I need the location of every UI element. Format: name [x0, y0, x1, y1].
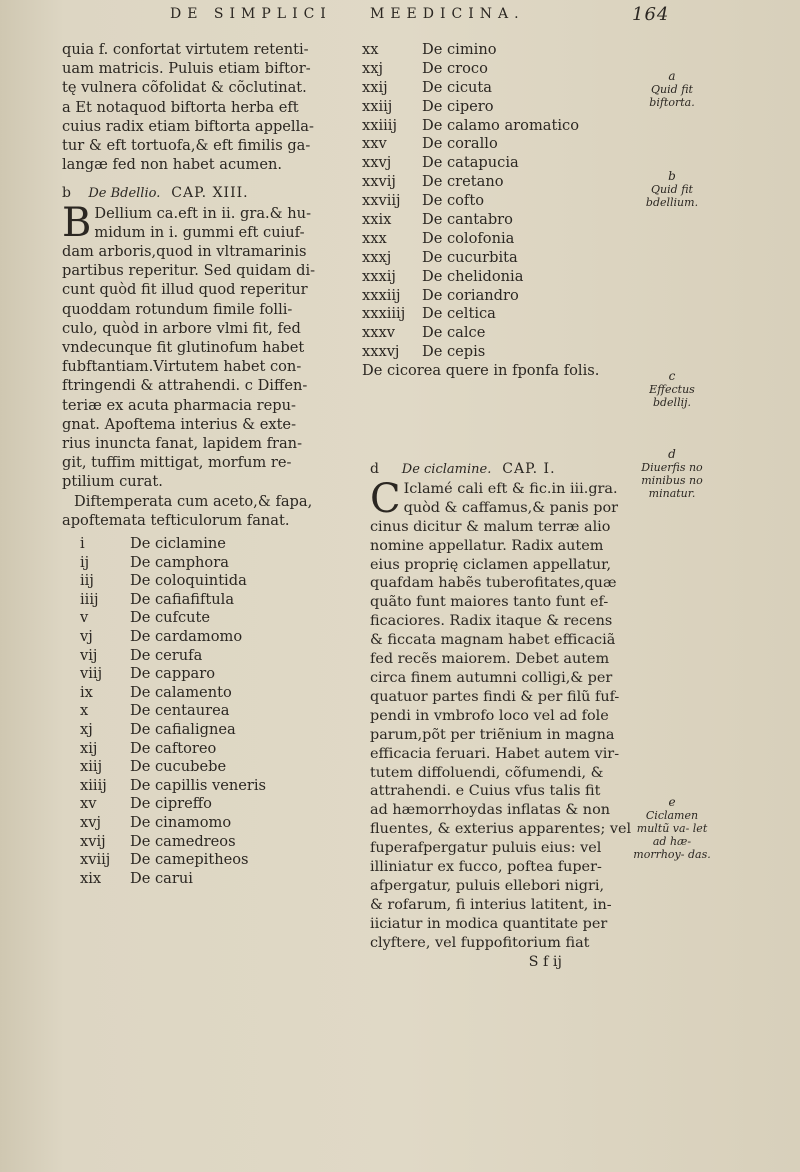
- list-title: De camepitheos: [130, 851, 249, 869]
- list-item: [62, 683, 352, 702]
- list-numeral: xxv: [362, 135, 387, 153]
- text-line: cinus dicitur & malum terræ alio: [370, 518, 611, 535]
- list-title: De carui: [130, 869, 193, 887]
- list-item: [362, 59, 622, 78]
- list-title: De cerufa: [130, 646, 203, 664]
- marginal-note: [632, 70, 712, 109]
- text-line: circa finem autumni colligi,& per: [370, 669, 613, 686]
- list-item: [62, 757, 352, 776]
- list-item: [62, 720, 352, 739]
- list-numeral: xxxv: [362, 324, 395, 342]
- marginal-note: [632, 170, 712, 209]
- margin-text: Ciclamen multũ va- let ad hæ- morrhoy- das.: [633, 809, 711, 861]
- right-column-text: [370, 460, 632, 971]
- text-line: ptilium curat.: [62, 473, 163, 491]
- margin-key: d: [668, 447, 676, 461]
- list-item: [362, 134, 622, 153]
- text-line: tę vulnera cõfolidat & cõclutinat.: [62, 79, 307, 97]
- list-numeral: xvj: [80, 813, 101, 831]
- list-title: De cinamomo: [130, 813, 232, 831]
- text-line: cunt quòd fit illud quod reperitur: [62, 281, 308, 299]
- list-title: De cretano: [422, 173, 504, 191]
- text-line: nomine appellatur. Radix autem: [370, 537, 604, 554]
- margin-key: b: [668, 169, 676, 183]
- list-title: De colofonia: [422, 229, 515, 247]
- text-line: ad hæmorrhoydas inflatas & non: [370, 802, 610, 819]
- margin-key: e: [668, 795, 676, 809]
- text-line: quoddam rotundum fimile folli-: [62, 300, 293, 318]
- list-title: De cafialignea: [130, 721, 236, 739]
- list-item: [62, 646, 352, 665]
- text-line: illiniatur ex fucco, poftea fuper-: [370, 859, 602, 876]
- list-numeral: xv: [80, 795, 97, 813]
- list-item: [62, 553, 352, 572]
- text-line: uam matricis. Puluis etiam biftor-: [62, 60, 311, 78]
- text-line: midum in i. gummi eft cuiuf-: [94, 223, 305, 241]
- list-numeral: xvij: [80, 832, 106, 850]
- list-numeral: xxxj: [362, 248, 392, 266]
- list-numeral: xxviij: [362, 192, 401, 210]
- text-line: a Et notaquod biftorta herba eft: [62, 98, 299, 116]
- list-numeral: x: [80, 702, 89, 720]
- list-item: [362, 229, 622, 248]
- text-line: pendi in vmbrofo loco vel ad fole: [370, 707, 609, 724]
- text-line: quòd & caffamus,& panis por: [403, 499, 619, 516]
- text-line: teriæ ex acuta pharmacia repu-: [62, 396, 296, 414]
- list-item: [62, 739, 352, 758]
- header-right: MEEDICINA.: [370, 6, 525, 22]
- list-item: [62, 850, 352, 869]
- list-numeral: xix: [80, 869, 102, 887]
- list-numeral: xxxiij: [362, 286, 401, 304]
- list-title: De coriandro: [422, 286, 519, 304]
- text-line: & rofarum, fi interius latitent, in-: [370, 896, 612, 913]
- list-item: [362, 172, 622, 191]
- margin-key: d: [370, 461, 380, 477]
- list-title: De camedreos: [130, 832, 236, 850]
- text-line: langæ fed non habet acumen.: [62, 156, 283, 174]
- list-title: De cucubebe: [130, 758, 227, 776]
- margin-key: b: [62, 185, 72, 202]
- running-header: [170, 6, 690, 32]
- list-item: [62, 590, 352, 609]
- text-line: fluentes, & exterius apparentes; vel: [370, 821, 632, 838]
- text-line: eius proprię ciclamen appellatur,: [370, 556, 612, 573]
- list-item: [362, 342, 622, 361]
- list-title: De cardamomo: [130, 628, 243, 646]
- list-title: De caftoreo: [130, 739, 217, 757]
- text-line: fed recẽs maiorem. Debet autem: [370, 651, 610, 668]
- paragraph-bdellium: [62, 199, 352, 530]
- list-title: De cimino: [422, 41, 497, 58]
- page-number: 164: [632, 4, 670, 25]
- list-numeral: ix: [80, 683, 93, 701]
- list-numeral: xxvj: [362, 154, 392, 172]
- text-line: Diftemperata cum aceto,& fapa,: [74, 492, 313, 510]
- list-title: De camphora: [130, 553, 229, 571]
- text-line: rius inuncta fanat, lapidem fran-: [62, 435, 302, 453]
- chapter-number: CAP. I.: [502, 461, 556, 477]
- text-line: ficaciores. Radix itaque & recens: [370, 613, 613, 630]
- list-numeral: xxx: [362, 229, 387, 247]
- list-numeral: vj: [80, 628, 93, 646]
- chapter-heading-bdellio: [62, 184, 352, 203]
- text-line: ftringendi & attrahendi. c Diffen-: [62, 377, 308, 395]
- chapter-heading-ciclamine: [370, 460, 632, 480]
- margin-text: Diuerfis no minibus no minatur.: [641, 461, 703, 500]
- list-title: De corallo: [422, 135, 498, 153]
- list-numeral: vij: [80, 646, 98, 664]
- list-item: [362, 153, 622, 172]
- text-line: tur & eft tortuofa,& eft fimilis ga-: [62, 137, 311, 155]
- chapter-list-left: [62, 534, 352, 887]
- list-title: De cufcute: [130, 609, 211, 627]
- list-item: [362, 286, 622, 305]
- text-line: afpergatur, puluis ellebori nigri,: [370, 877, 605, 894]
- margin-key: a: [668, 69, 676, 83]
- marginal-note: [632, 448, 712, 500]
- text-line: dam arboris,quod in vltramarinis: [62, 243, 307, 261]
- text-line: & ficcata magnam habet efficaciã: [370, 632, 616, 649]
- text-line: efficacia feruari. Habet autem vir-: [370, 745, 620, 762]
- list-title: De croco: [422, 59, 488, 77]
- list-title: De chelidonia: [422, 267, 524, 285]
- list-numeral: xxxij: [362, 267, 396, 285]
- margin-text: Quid fit bdellium.: [645, 183, 699, 209]
- list-numeral: xiiij: [80, 776, 107, 794]
- text-line: Iclamé cali eft & fic.in iii.gra.: [403, 480, 618, 497]
- list-numeral: xxxvj: [362, 343, 400, 361]
- list-item: [62, 534, 352, 553]
- list-title: De capparo: [130, 665, 215, 683]
- list-numeral: xiij: [80, 758, 103, 776]
- text-line: fubftantiam.Virtutem habet con-: [62, 358, 302, 376]
- text-line: git, tuffim mittigat, morfum re-: [62, 454, 292, 472]
- list-numeral: iij: [80, 572, 94, 590]
- list-item: [62, 608, 352, 627]
- margin-text: Effectus bdellij.: [649, 383, 695, 409]
- list-item: [362, 116, 622, 135]
- list-title: De cipreffo: [130, 795, 212, 813]
- margin-text: Quid fit biftorta.: [649, 83, 695, 109]
- list-numeral: xviij: [80, 851, 111, 869]
- list-title: De centaurea: [130, 702, 230, 720]
- list-numeral: xxiij: [362, 97, 393, 115]
- paragraph-bistorta: [62, 40, 352, 174]
- text-line: cuius radix etiam biftorta appella-: [62, 117, 314, 135]
- text-line: quafdam habẽs tuberofitates,quæ: [370, 575, 617, 592]
- chapter-title: De Bdellio.: [88, 186, 161, 202]
- text-line: quatuor partes findi & per filũ fuf-: [370, 688, 620, 705]
- list-title: De calamento: [130, 683, 232, 701]
- list-title: De cantabro: [422, 211, 513, 229]
- list-item: [62, 813, 352, 832]
- left-column: [62, 40, 352, 887]
- list-item: [362, 248, 622, 267]
- list-item: [362, 323, 622, 342]
- margin-key: c: [668, 369, 676, 383]
- list-item: [62, 664, 352, 683]
- drop-cap: B: [62, 199, 92, 246]
- chapter-list-right: [362, 40, 622, 361]
- text-line: quia f. confortat virtutem retenti-: [62, 41, 309, 58]
- text-line: attrahendi. e Cuius vfus talis fit: [370, 783, 601, 800]
- list-item: [62, 832, 352, 851]
- text-line: parum,põt per triẽnium in magna: [370, 726, 615, 743]
- list-item: [362, 78, 622, 97]
- list-title: De coloquintida: [130, 572, 247, 590]
- list-item: [62, 869, 352, 888]
- text-line: quãto funt maiores tanto funt ef-: [370, 594, 609, 611]
- signature-mark: S f ij: [528, 953, 562, 970]
- list-item: [362, 267, 622, 286]
- text-line: apoftemata tefticulorum fanat.: [62, 511, 290, 529]
- right-column-list: [362, 40, 622, 380]
- chapter-number: CAP. XIII.: [171, 185, 249, 202]
- text-line: fuperafpergatur puluis eius: vel: [370, 840, 602, 857]
- list-numeral: xxij: [362, 78, 388, 96]
- text-line: clyftere, vel fuppofitorium fiat: [370, 934, 590, 951]
- text-line: Dellium ca.eft in ii. gra.& hu-: [94, 204, 312, 222]
- list-numeral: xxix: [362, 211, 392, 229]
- list-item: [362, 210, 622, 229]
- list-numeral: xxvij: [362, 173, 396, 191]
- list-title: De catapucia: [422, 154, 519, 172]
- header-left: DE SIMPLICI: [170, 6, 332, 22]
- drop-cap: C: [370, 475, 401, 522]
- list-title: De cofto: [422, 192, 484, 210]
- text-line: culo, quòd in arbore vlmi fit, fed: [62, 319, 301, 337]
- list-title: De cafiafiftula: [130, 590, 235, 608]
- list-numeral: ij: [80, 553, 90, 571]
- list-numeral: xij: [80, 739, 98, 757]
- list-numeral: xxj: [362, 59, 383, 77]
- list-item: [362, 40, 622, 59]
- list-numeral: xx: [362, 41, 379, 58]
- list-numeral: viij: [80, 665, 103, 683]
- list-title: De celtica: [422, 305, 496, 323]
- cross-reference-line: De cicorea quere in fponfa folis.: [362, 362, 600, 380]
- list-item: [362, 191, 622, 210]
- list-title: De capillis veneris: [130, 776, 267, 794]
- list-numeral: iiij: [80, 590, 99, 608]
- list-numeral: xxxiiij: [362, 305, 406, 323]
- list-item: [62, 794, 352, 813]
- list-numeral: v: [80, 609, 89, 627]
- list-item: [62, 571, 352, 590]
- text-line: partibus reperitur. Sed quidam di-: [62, 262, 316, 280]
- list-item: [362, 97, 622, 116]
- text-line: iiciatur in modica quantitate per: [370, 915, 608, 932]
- text-line: gnat. Apoftema interius & exte-: [62, 415, 296, 433]
- list-title: De cicuta: [422, 78, 492, 96]
- list-numeral: xj: [80, 721, 93, 739]
- list-numeral: xxiiij: [362, 116, 397, 134]
- chapter-title: De ciclamine.: [401, 462, 492, 477]
- list-title: De ciclamine: [130, 535, 226, 553]
- list-item: [62, 776, 352, 795]
- list-title: De calce: [422, 324, 486, 342]
- marginal-note: [632, 370, 712, 409]
- list-item: [362, 304, 622, 323]
- list-title: De calamo aromatico: [422, 116, 579, 134]
- list-item: [62, 627, 352, 646]
- list-title: De cipero: [422, 97, 494, 115]
- marginal-note: [632, 796, 712, 861]
- text-line: vndecunque fit glutinofum habet: [62, 339, 305, 357]
- list-item: [62, 701, 352, 720]
- list-numeral: i: [80, 535, 85, 553]
- list-title: De cepis: [422, 343, 486, 361]
- list-title: De cucurbita: [422, 248, 518, 266]
- text-line: tutem diffoluendi, cõfumendi, &: [370, 764, 604, 781]
